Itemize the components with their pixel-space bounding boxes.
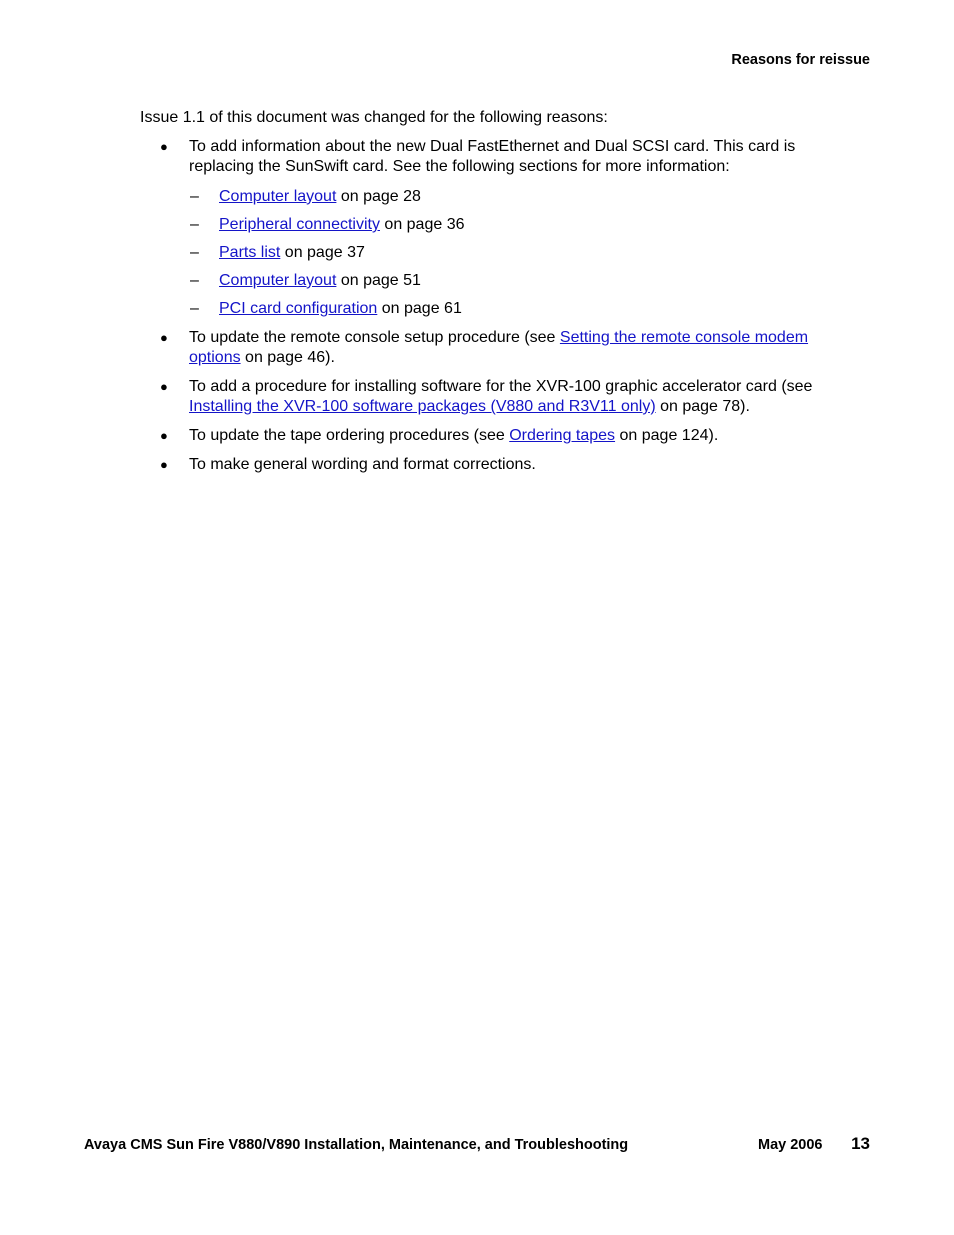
- sections-sublist: [189, 187, 860, 319]
- pci-card-configuration-link[interactable]: PCI card configuration: [219, 300, 378, 317]
- dash-icon: –: [190, 272, 199, 289]
- sublist-item: [189, 299, 860, 319]
- footer-document-title: Avaya CMS Sun Fire V880/V890 Installation, Maintenance, and Troubleshooting: [84, 1137, 629, 1153]
- page-number: 13: [851, 1134, 870, 1153]
- intro-paragraph: Issue 1.1 of this document was changed for the following reasons:: [140, 109, 608, 126]
- computer-layout-link[interactable]: Computer layout: [219, 272, 337, 289]
- bullet-text: To add information about the new Dual FastEthernet and Dual SCSI card. This card is replacing the SunSwift card. See the following sections for more information:: [189, 138, 796, 175]
- list-item: [160, 455, 860, 475]
- dash-icon: –: [190, 216, 199, 233]
- sublist-item: [189, 243, 860, 263]
- running-header: Reasons for reissue: [731, 52, 870, 68]
- list-item: [160, 137, 860, 319]
- page-ref: on page 61: [377, 300, 462, 317]
- page-ref: on page 124).: [615, 427, 719, 444]
- ordering-tapes-link[interactable]: Ordering tapes: [509, 427, 616, 444]
- bullet-icon: ●: [160, 457, 168, 472]
- sublist-item: [189, 187, 860, 207]
- list-item: [160, 377, 860, 417]
- page-ref: on page 46).: [240, 349, 335, 366]
- page-ref: on page 37: [280, 244, 365, 261]
- computer-layout-link[interactable]: Computer layout: [219, 188, 337, 205]
- list-item: [160, 328, 860, 368]
- page-ref: on page 78).: [655, 398, 750, 415]
- bullet-icon: ●: [160, 330, 168, 345]
- dash-icon: –: [190, 188, 199, 205]
- bullet-text: To update the remote console setup procedure (see: [189, 329, 560, 346]
- list-item: [160, 426, 860, 446]
- bullet-icon: ●: [160, 139, 168, 154]
- remote-console-modem-link[interactable]: Setting the remote console modem options: [189, 329, 809, 366]
- dash-icon: –: [190, 244, 199, 261]
- peripheral-connectivity-link[interactable]: Peripheral connectivity: [219, 216, 380, 233]
- bullet-text: To update the tape ordering procedures (see: [189, 427, 510, 444]
- sublist-item: [189, 271, 860, 291]
- bullet-text: To make general wording and format corrections.: [189, 456, 536, 473]
- xvr100-software-link[interactable]: Installing the XVR-100 software packages (V880 and R3V11 only): [189, 398, 656, 415]
- page-ref: on page 28: [336, 188, 421, 205]
- bullet-icon: ●: [160, 428, 168, 443]
- bullet-text: To add a procedure for installing software for the XVR-100 graphic accelerator card (see: [189, 378, 813, 395]
- bullet-icon: ●: [160, 379, 168, 394]
- page-ref: on page 36: [379, 216, 465, 233]
- parts-list-link[interactable]: Parts list: [219, 244, 281, 261]
- sublist-item: [189, 215, 860, 235]
- footer-date: May 2006: [758, 1137, 823, 1153]
- reasons-list: [160, 137, 860, 484]
- page-ref: on page 51: [336, 272, 421, 289]
- dash-icon: –: [190, 300, 199, 317]
